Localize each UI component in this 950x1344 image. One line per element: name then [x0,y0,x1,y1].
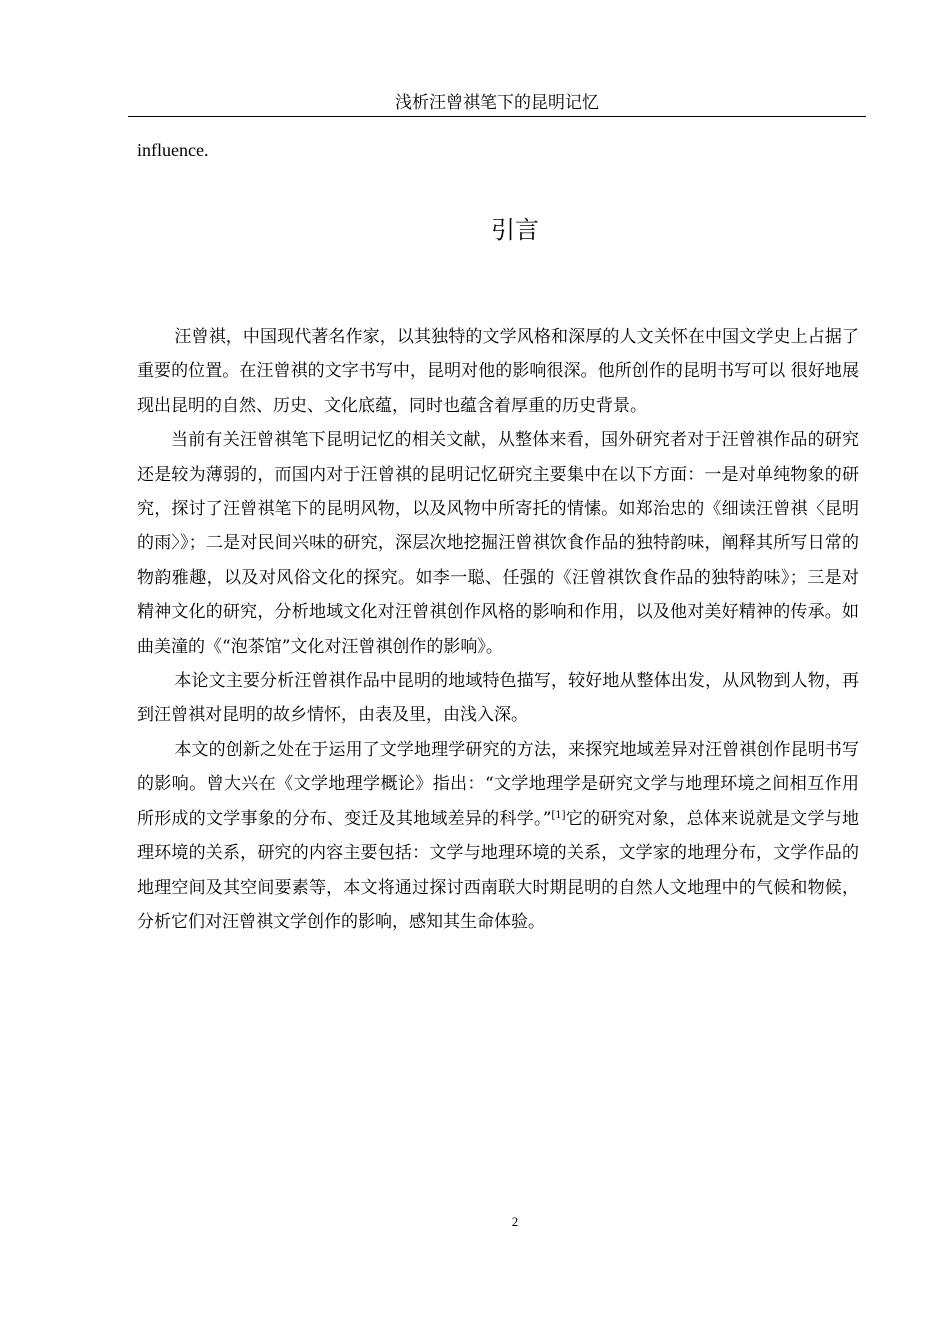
paragraph-3: 本论文主要分析汪曾祺作品中昆明的地域特色描写，较好地从整体出发，从风物到人物，再到汪曾祺对昆明的故乡情怀，由表及里，由浅入深。 [137,671,859,726]
running-header-title: 浅析汪曾祺笔下的昆明记忆 [395,93,599,113]
paragraph-4-text-before: 本文的创新之处在于运用了文学地理学研究的方法，来探究地域差异对汪曾祺创作昆明书写的影响。曾大兴在《文学地理学概论》指出：“文学地理学是研究文学与地理环境之间相互作用所形成的文学事象的分布、变迁及其地域差异的科学。” [137,739,859,829]
paragraph-1: 汪曾祺，中国现代著名作家，以其独特的文学风格和深厚的人文关怀在中国文学史上占据了重要的位置。在汪曾祺的文字书写中，昆明对他的影响很深。他所创作的昆明书写可以 很好地展现出昆明的自然、历史、文化底蕴，同时也蕴含着厚重的历史背景。 [137,327,859,416]
body-text [137,320,859,939]
paragraph-4-text-after: 它的研究对象，总体来说就是文学与地理环境的关系，研究的内容主要包括：文学与地理环境的关系，文学家的地理分布，文学作品的地理空间及其空间要素等，本文将通过探讨西南联大时期昆明的自然人文地理中的气候和物候，分析它们对汪曾祺文学创作的影响，感知其生命体验。 [137,808,859,932]
running-header [128,92,866,117]
citation-marker: [1] [551,809,566,821]
carryover-text: influence. [137,140,209,160]
section-title: 引言 [491,216,539,244]
paragraph-4 [137,733,859,939]
paragraph-2: 当前有关汪曾祺笔下昆明记忆的相关文献，从整体来看，国外研究者对于汪曾祺作品的研究还是较为薄弱的，而国内对于汪曾祺的昆明记忆研究主要集中在以下方面：一是对单纯物象的研究，探讨了汪曾祺笔下的昆明风物，以及风物中所寄托的情愫。如郑治忠的《细读汪曾祺〈昆明的雨〉》；二是对民间兴味的研究，深层次地挖掘汪曾祺饮食作品的独特韵味，阐释其所写日常的物韵雅趣，以及对风俗文化的探究。如李一聪、任强的《汪曾祺饮食作品的独特韵味》；三是对精神文化的研究，分析地域文化对汪曾祺创作风格的影响和作用，以及他对美好精神的传承。如曲美潼的《“泡茶馆”文化对汪曾祺创作的影响》。 [137,430,859,657]
page-number: 2 [511,1214,519,1229]
